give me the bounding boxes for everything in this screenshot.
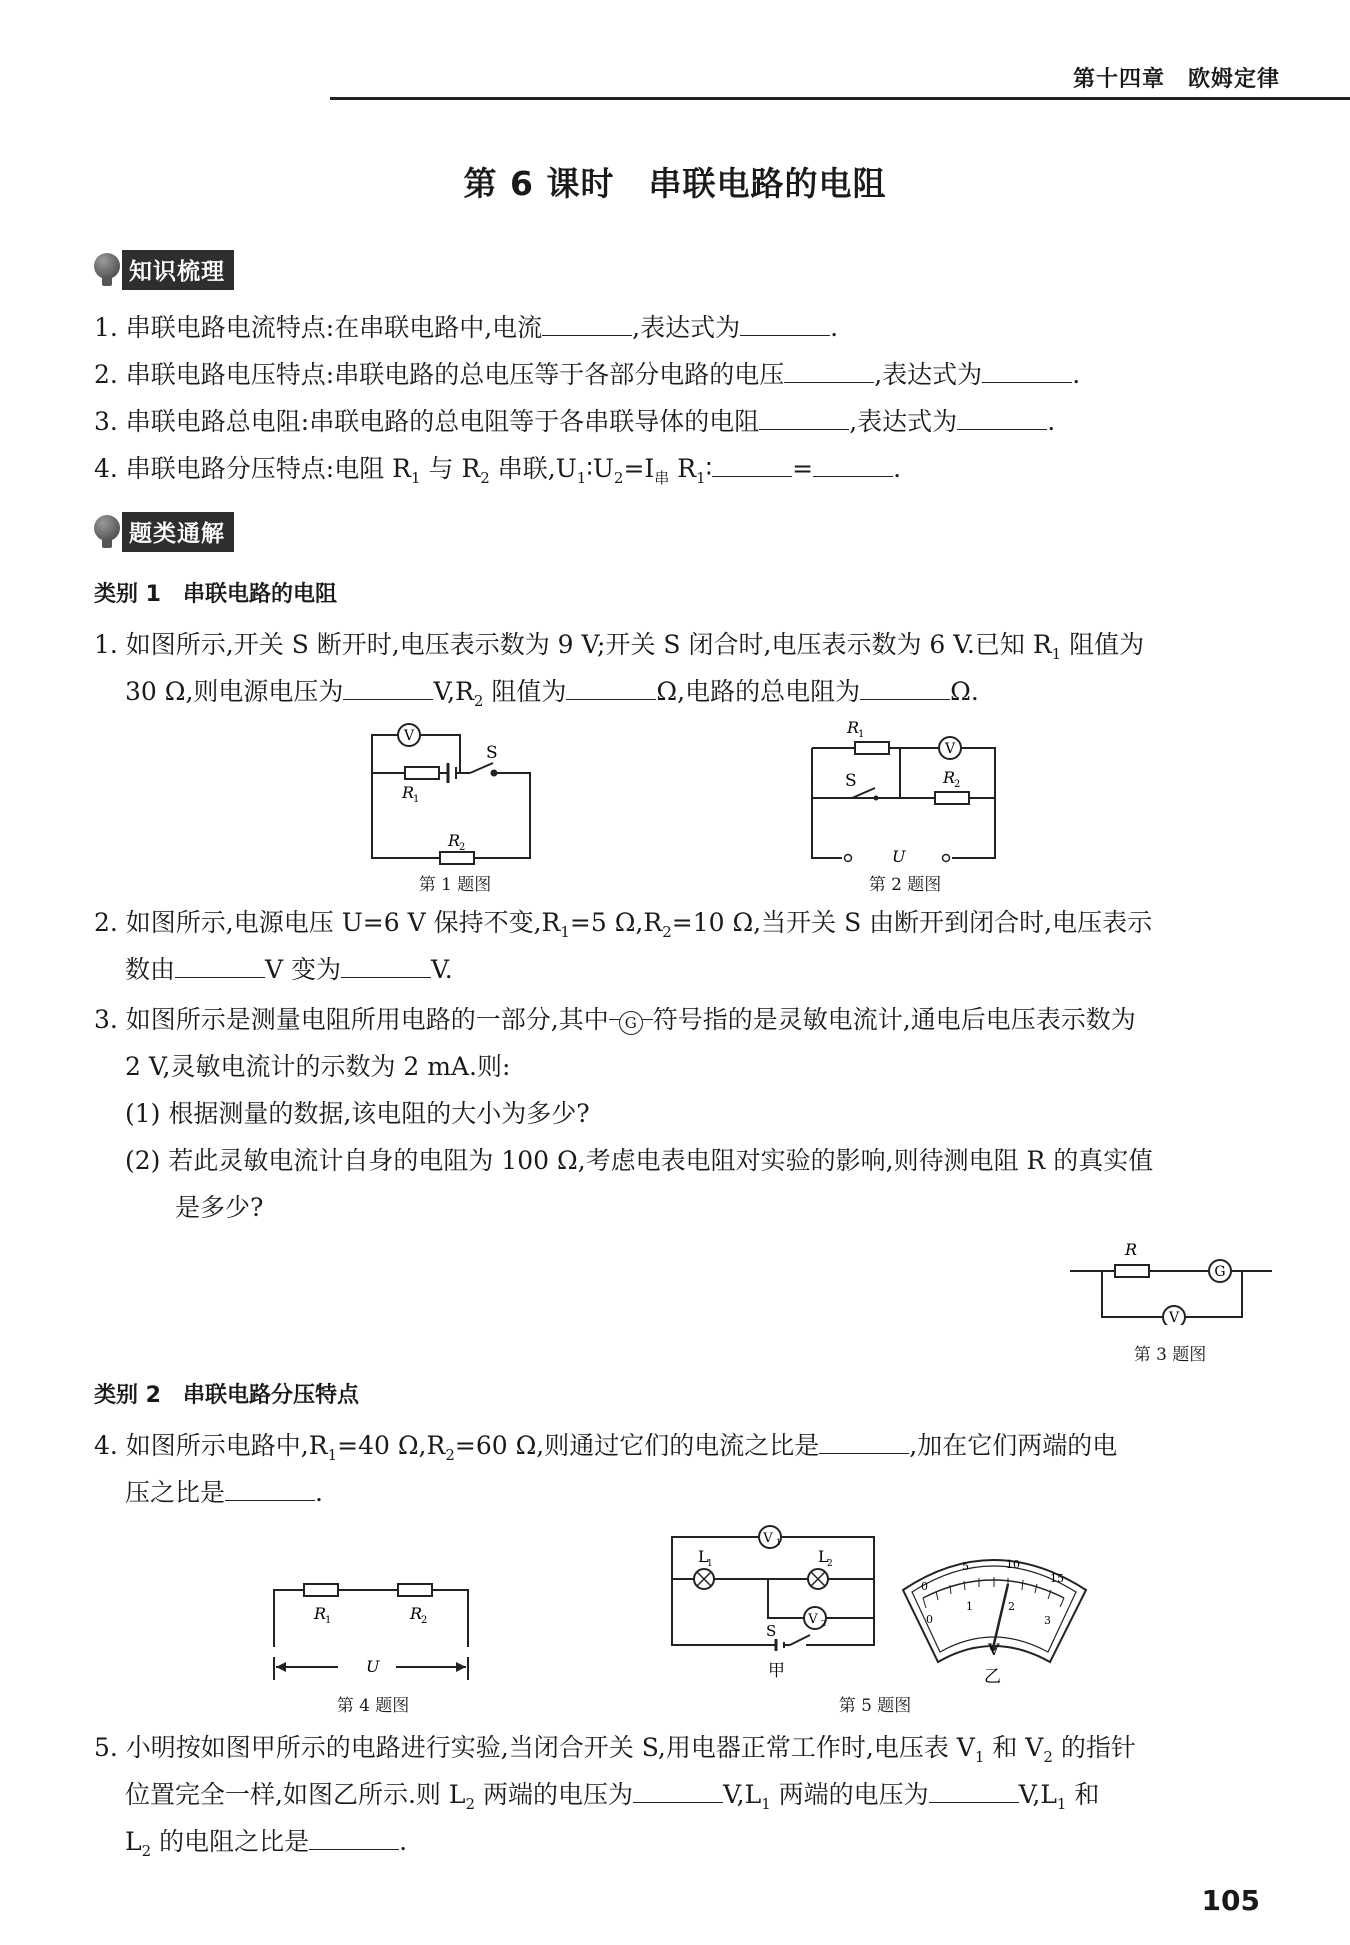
category-1-heading: 类别 1 串联电路的电阻 (94, 582, 337, 607)
figure-5-circuit-jia (668, 1520, 888, 1680)
svg-text:S: S (486, 743, 498, 763)
svg-text:R: R (402, 783, 415, 802)
svg-text:1: 1 (707, 1559, 713, 1569)
answer-blank[interactable] (813, 446, 893, 477)
problem-2-line-1: 2. 如图所示,电源电压 U=6 V 保持不变$,R_1=5$ $\Omega,R_2=10$ Ω,当开关 S 由断开到闭合时,电压表示 (94, 908, 1153, 941)
section-knowledge (94, 250, 234, 290)
svg-text:2: 2 (421, 1615, 428, 1626)
answer-blank[interactable] (225, 1470, 315, 1501)
section-types (94, 512, 234, 552)
figure-4-circuit (268, 1575, 478, 1685)
answer-blank[interactable] (175, 947, 265, 978)
svg-text:U: U (366, 1657, 380, 1676)
answer-blank[interactable] (784, 352, 874, 383)
svg-text:1: 1 (966, 1600, 973, 1613)
problem-3-sub-1: (1) 根据测量的数据,该电阻的大小为多少? (125, 1099, 590, 1128)
answer-blank[interactable] (860, 669, 950, 700)
svg-text:1: 1 (776, 1538, 782, 1547)
answer-blank[interactable] (633, 1772, 723, 1803)
svg-text:L: L (698, 1547, 709, 1566)
svg-text:G: G (1214, 1264, 1226, 1280)
answer-blank[interactable] (712, 446, 792, 477)
svg-text:2: 2 (827, 1559, 833, 1569)
figure-3-caption: 第 3 题图 (1133, 1345, 1207, 1365)
svg-text:1: 1 (413, 794, 420, 805)
svg-text:1: 1 (325, 1615, 332, 1626)
figure-3-circuit (1070, 1235, 1280, 1325)
problem-4-line-1: 4. 如图所示电路中$,R_1=40$ $\Omega,R_2=60$ Ω,则通过它们的电流之比是 ,加在它们两端的电 (94, 1423, 1117, 1478)
svg-text:R: R (943, 768, 956, 787)
svg-text:L: L (818, 1547, 829, 1566)
problem-5-line-2: 位置完全一样,如图乙所示.则 $L_2$ 两端的电压为 $V,L_1$ 两端的电压为 $V,L_1$ 和 (125, 1772, 1099, 1827)
svg-text:V: V (1168, 1310, 1180, 1325)
answer-blank[interactable] (542, 305, 632, 336)
answer-blank[interactable] (982, 352, 1072, 383)
problem-1-line-1: 1. 如图所示,开关 S 断开时,电压表示数为 9 V;开关 S 闭合时,电压表示数为 6 V.已知 $R_1$ 阻值为 (94, 630, 1145, 663)
answer-blank[interactable] (341, 947, 431, 978)
svg-text:R: R (448, 831, 461, 850)
answer-blank[interactable] (343, 669, 433, 700)
svg-text:S: S (845, 771, 857, 791)
problem-2-line-2: 数由 V 变为 V. (125, 947, 453, 993)
svg-text:V: V (944, 741, 956, 757)
problem-5-line-1: 5. 小明按如图甲所示的电路进行实验,当闭合开关 S,用电器正常工作时,电压表 $V_1$ 和 $V_2$ 的指针 (94, 1733, 1136, 1766)
page-number: 105 (1201, 1884, 1260, 1917)
category-2-heading: 类别 2 串联电路分压特点 (94, 1383, 359, 1408)
answer-blank[interactable] (819, 1423, 909, 1454)
figure-1-caption: 第 1 题图 (418, 875, 492, 895)
svg-text:V: V (988, 1640, 1000, 1659)
galvanometer-icon: G (619, 1011, 643, 1035)
figure-4-caption: 第 4 题图 (336, 1696, 410, 1716)
svg-text:U: U (892, 847, 906, 866)
knowledge-item-3: 3. 串联电路总电阻:串联电路的总电阻等于各串联导体的电阻 ,表达式为 . (94, 399, 1055, 445)
header-rule (330, 97, 1350, 100)
svg-text:S: S (766, 1622, 777, 1640)
answer-blank[interactable] (309, 1819, 399, 1850)
svg-text:0: 0 (921, 1580, 928, 1593)
answer-blank[interactable] (759, 399, 849, 430)
svg-text:V: V (403, 728, 415, 744)
svg-text:5: 5 (962, 1560, 969, 1573)
problem-5-line-3: $L_2$ 的电阻之比是 . (125, 1819, 407, 1874)
svg-text:1: 1 (858, 729, 865, 740)
chapter-header: 第十四章 欧姆定律 (1072, 67, 1280, 92)
svg-text:2: 2 (954, 779, 961, 790)
knowledge-item-1: 1. 串联电路电流特点:在串联电路中,电流 ,表达式为 . (94, 305, 838, 351)
lightbulb-icon (94, 253, 120, 287)
figure-1-circuit (360, 718, 540, 893)
answer-blank[interactable] (929, 1772, 1019, 1803)
svg-text:2: 2 (1008, 1600, 1015, 1613)
section-knowledge-label: 知识梳理 (122, 250, 234, 290)
answer-blank[interactable] (566, 669, 656, 700)
svg-text:2: 2 (459, 842, 466, 853)
svg-text:R: R (1125, 1240, 1138, 1259)
svg-text:甲: 甲 (768, 1661, 785, 1680)
problem-4-line-2: 压之比是 . (125, 1470, 323, 1516)
knowledge-item-4: 4. 串联电路分压特点:电阻 $R_1$ 与 $R_2$ 串联$,U_1∶U_2=I_串$ $R_1∶$ = . (94, 446, 901, 501)
svg-text:2: 2 (821, 1619, 827, 1628)
figure-2-caption: 第 2 题图 (868, 875, 942, 895)
figure-5-caption: 第 5 题图 (838, 1696, 912, 1716)
svg-text:15: 15 (1050, 1572, 1064, 1585)
problem-3-line-1: 3. 如图所示是测量电阻所用电路的一部分,其中 G 符号指的是灵敏电流计,通电后电压表示数为 (94, 997, 1136, 1043)
figure-2-circuit (800, 718, 1010, 868)
answer-blank[interactable] (957, 399, 1047, 430)
svg-text:V: V (763, 1531, 773, 1546)
problem-3-line-2: 2 V,灵敏电流计的示数为 2 mA.则: (125, 1052, 511, 1081)
svg-text:10: 10 (1006, 1558, 1020, 1571)
problem-3-sub-2: (2) 若此灵敏电流计自身的电阻为 100 Ω,考虑电表电阻对实验的影响,则待测电阻 R 的真实值 (125, 1146, 1154, 1175)
svg-text:0: 0 (926, 1613, 933, 1626)
knowledge-item-2: 2. 串联电路电压特点:串联电路的总电压等于各部分电路的电压 ,表达式为 . (94, 352, 1080, 398)
problem-1-line-2: 30 Ω,则电源电压为 $V,R_2$ 阻值为 Ω,电路的总电阻为 Ω. (125, 669, 979, 724)
svg-text:R: R (847, 718, 860, 737)
lightbulb-icon (94, 515, 120, 549)
svg-text:R: R (410, 1604, 423, 1623)
svg-text:V: V (808, 1612, 818, 1627)
lesson-title: 第 6 课时 串联电路的电阻 (463, 164, 887, 203)
svg-text:R: R (314, 1604, 327, 1623)
section-types-label: 题类通解 (122, 512, 234, 552)
svg-text:3: 3 (1044, 1614, 1051, 1627)
figure-5-voltmeter-yi (898, 1530, 1093, 1690)
answer-blank[interactable] (740, 305, 830, 336)
galvanometer-symbol (609, 997, 653, 1043)
problem-3-sub-2-cont: 是多少? (175, 1193, 264, 1222)
svg-text:乙: 乙 (984, 1667, 1001, 1687)
